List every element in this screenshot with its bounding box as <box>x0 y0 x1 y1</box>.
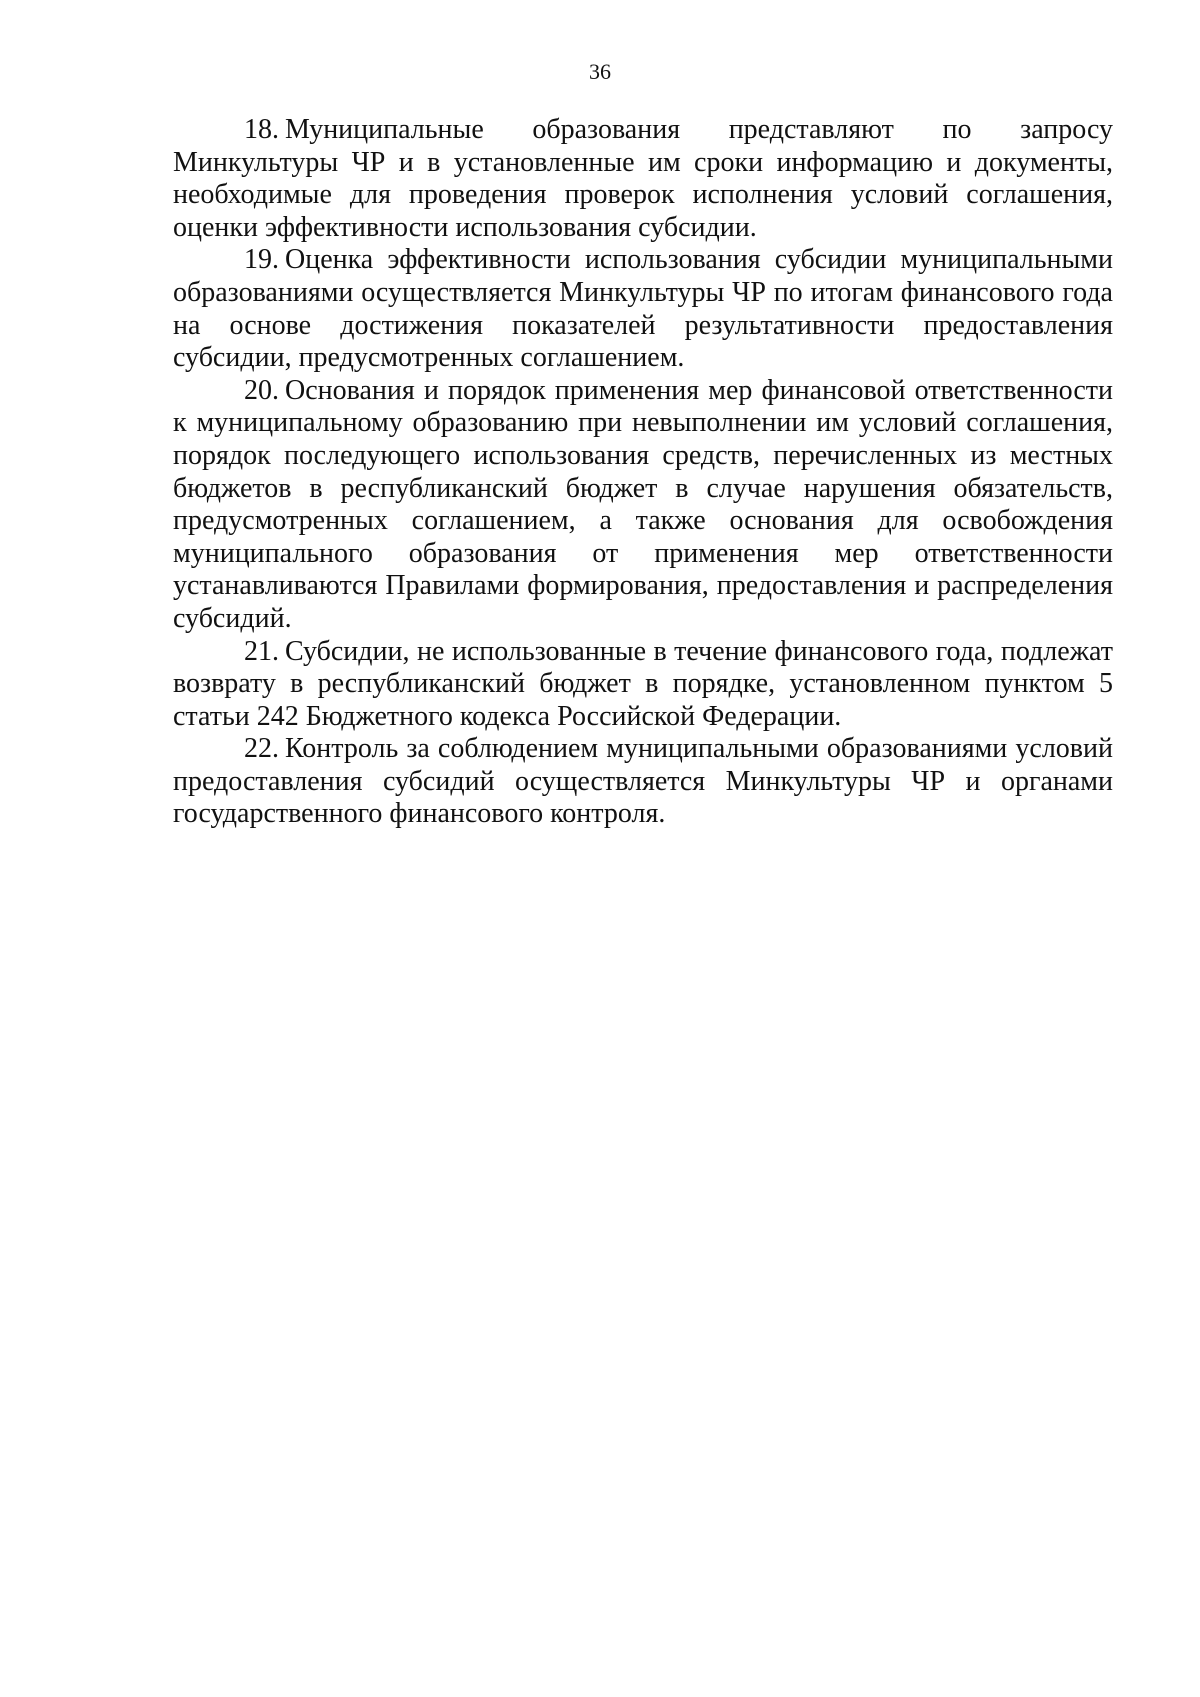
paragraph-21 <box>173 636 1113 734</box>
paragraph-text: Муниципальные образования представляют по запросу Минкультуры ЧР и в установленные им сроки информацию и документы, необходимые для проведения проверок исполнения условий соглашения, оценки эффективности использования субсидии. <box>173 114 1113 243</box>
page-number: 36 <box>589 59 611 84</box>
paragraph-18 <box>173 114 1113 244</box>
paragraph-text: Субсидии, не использованные в течение финансового года, подлежат возврату в республиканский бюджет в порядке, установленном пунктом 5 статьи 242 Бюджетного кодекса Российской Федерации. <box>173 635 1113 732</box>
paragraph-number: 18. <box>244 114 279 145</box>
paragraph-number: 19. <box>244 244 279 276</box>
paragraph-19 <box>173 244 1113 374</box>
paragraph-text: Основания и порядок применения мер финансовой ответственности к муниципальному образованию при невыполнении им условий соглашения, порядок последующего использования средств, перечисленных из местных бюджетов в республиканский бюджет в случае нарушения обязательств, предусмотренных соглашением, а также основания для освобождения муниципального образования от применения мер ответственности устанавливаются Правилами формирования, предоставления и распределения субсидий. <box>173 374 1113 634</box>
document-body <box>173 114 1113 831</box>
paragraph-20 <box>173 375 1113 636</box>
paragraph-text: Контроль за соблюдением муниципальными образованиями условий предоставления субсидий осуществляется Минкультуры ЧР и органами государственного финансового контроля. <box>173 733 1113 830</box>
paragraph-22 <box>173 733 1113 831</box>
paragraph-number: 21. <box>244 635 279 667</box>
paragraph-number: 22. <box>244 733 279 765</box>
paragraph-number: 20. <box>244 374 279 406</box>
paragraph-text: Оценка эффективности использования субсидии муниципальными образованиями осуществляется Минкультуры ЧР по итогам финансового года на основе достижения показателей результативности предоставления субсидии, предусмотренных соглашением. <box>173 244 1113 374</box>
